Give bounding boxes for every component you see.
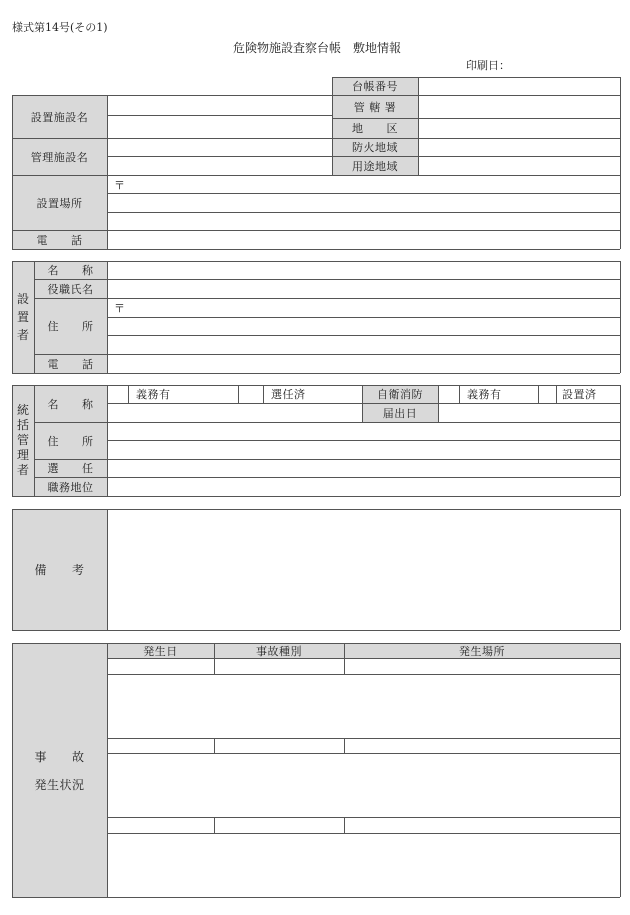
manager-group-label: 統 括 管 理 者 <box>16 403 29 477</box>
col-date-header: 発生日 <box>143 644 178 658</box>
installed-checkbox[interactable]: 設置済 <box>562 388 597 401</box>
remarks-label: 備 考 <box>34 563 85 577</box>
facility-name-label: 設置施設名 <box>30 110 89 124</box>
form-number: 様式第14号(その1) <box>12 21 108 34</box>
manager-name-label: 名 称 <box>47 397 94 411</box>
position-label: 職務地位 <box>47 480 94 494</box>
phone-label: 電 話 <box>36 233 83 247</box>
page-title: 危険物施設査察台帳 敷地情報 <box>233 41 402 55</box>
col-type-header: 事故種別 <box>256 644 302 658</box>
installer-address-label: 住 所 <box>47 320 94 333</box>
accident-label-line1: 事 故 <box>34 749 85 764</box>
accident-label-line2: 発生状況 <box>34 777 85 792</box>
appointed-checkbox[interactable]: 選任済 <box>271 388 306 401</box>
self-defense-label: 自衛消防 <box>377 388 423 401</box>
obligated-checkbox-1[interactable]: 義務有 <box>136 388 171 401</box>
installer-name-label: 名 称 <box>47 264 94 277</box>
management-name-label: 管理施設名 <box>30 150 89 164</box>
obligated-checkbox-2[interactable]: 義務有 <box>467 388 502 401</box>
district-label: 地 区 <box>352 122 398 135</box>
installer-title-name-label: 役職氏名 <box>47 282 94 296</box>
use-zone-label: 用途地域 <box>352 159 398 173</box>
fire-zone-label: 防火地域 <box>352 141 398 154</box>
manager-address-label: 住 所 <box>47 434 94 448</box>
installer-postal-mark: 〒 <box>114 302 125 315</box>
appointment-label: 選 任 <box>47 462 94 475</box>
installer-group-label: 設 置 者 <box>16 291 29 342</box>
location-label: 設置場所 <box>36 196 83 210</box>
installer-phone-label: 電 話 <box>47 357 94 371</box>
ledger-number-label: 台帳番号 <box>352 80 398 93</box>
jurisdiction-label: 管 轄 署 <box>353 100 397 114</box>
postal-mark: 〒 <box>114 179 125 192</box>
notification-date-label: 届出日 <box>382 406 418 420</box>
print-date-label: 印刷日： <box>466 59 510 72</box>
col-place-header: 発生場所 <box>459 644 505 658</box>
